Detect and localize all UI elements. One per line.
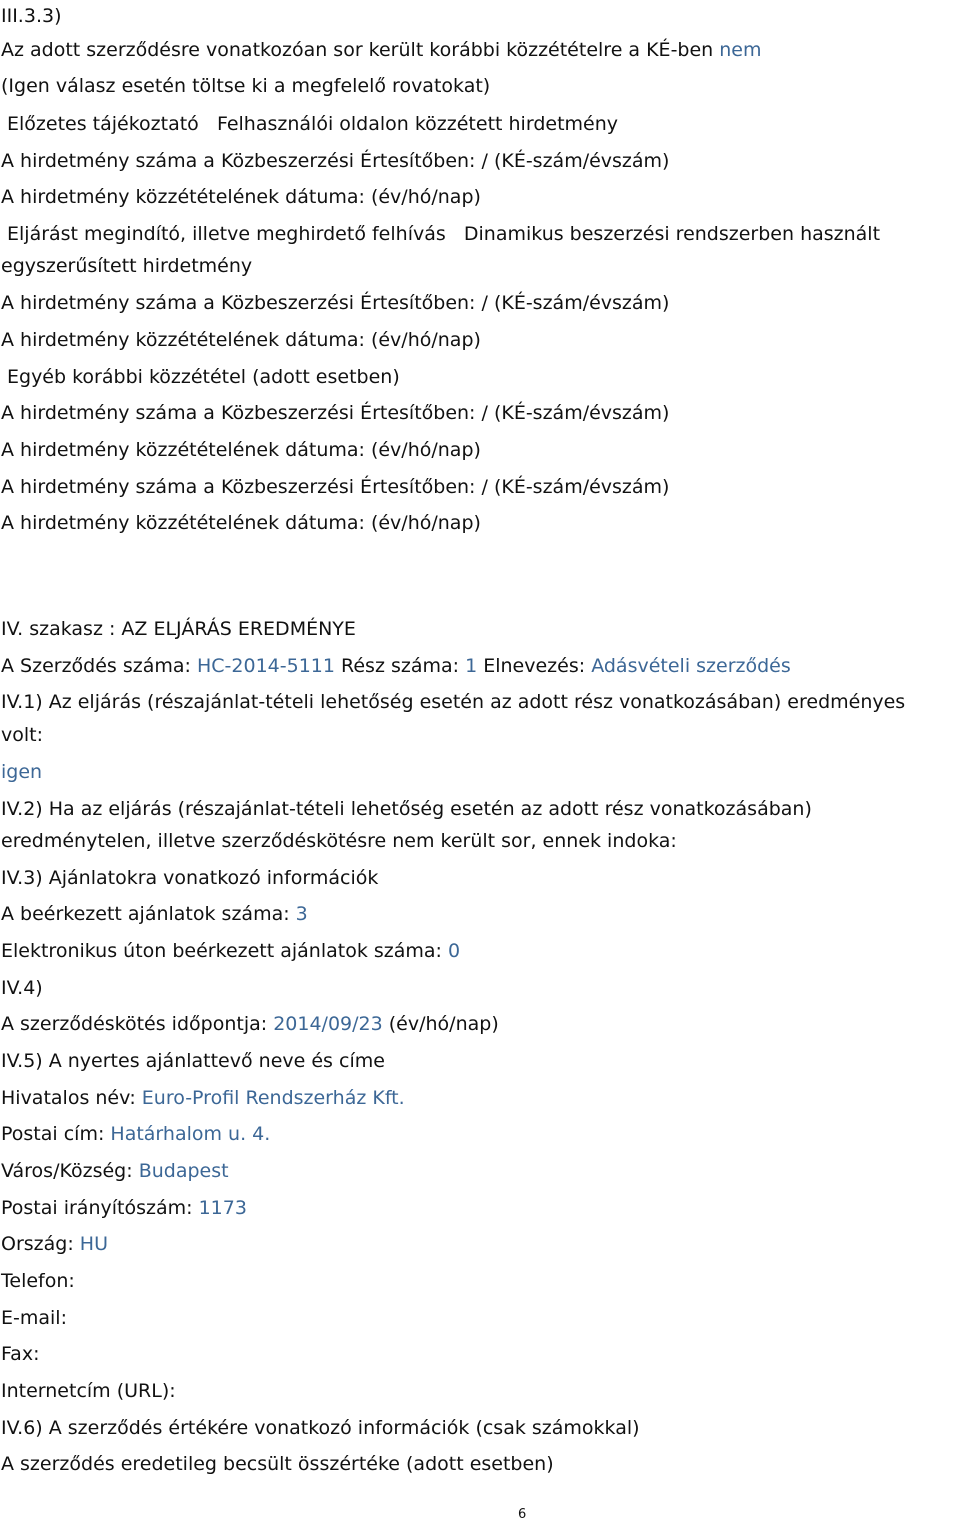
- estimated-value-label: A szerződés eredetileg becsült összértéke (adott esetben): [1, 1453, 554, 1475]
- dps-notice-label: Dinamikus beszerzési rendszerben használt: [463, 223, 881, 245]
- postcode-value: 1173: [198, 1197, 247, 1219]
- contract-title-label: Elnevezés:: [483, 655, 586, 677]
- fax-label: Fax:: [1, 1343, 40, 1365]
- page-number: 6: [518, 1507, 527, 1522]
- notice-type-row-1: [7, 112, 618, 136]
- notice-type-row-2: [7, 222, 880, 246]
- contract-number-value: HC-2014-5111: [196, 655, 335, 677]
- contract-title-value: Adásvételi szerződés: [591, 655, 791, 677]
- dps-notice-label-continued: egyszerűsített hirdetmény: [1, 255, 253, 277]
- notice-date-line: A hirdetmény közzétételének dátuma: (év/hó/nap): [1, 512, 481, 534]
- postal-address-label: Postai cím:: [1, 1123, 105, 1145]
- electronic-offers-row: [1, 939, 460, 963]
- iv2-question: IV.2) Ha az eljárás (részajánlat-tételi lehetőség esetén az adott rész vonatkozásában): [1, 798, 812, 820]
- prior-publication-value: nem: [719, 39, 762, 61]
- contract-info-row: [1, 654, 791, 678]
- electronic-offers-value: 0: [448, 940, 461, 962]
- section-heading-iv: IV. szakasz : AZ ELJÁRÁS EREDMÉNYE: [1, 618, 356, 640]
- official-name-label: Hivatalos név:: [1, 1087, 136, 1109]
- iv3-heading: IV.3) Ajánlatokra vonatkozó információk: [1, 867, 379, 889]
- other-prior-publication-label: Egyéb korábbi közzététel (adott esetben): [7, 366, 400, 388]
- contract-number-label: A Szerződés száma:: [1, 655, 191, 677]
- offers-received-label: A beérkezett ajánlatok száma:: [1, 903, 290, 925]
- notice-date-line: A hirdetmény közzétételének dátuma: (év/hó/nap): [1, 186, 481, 208]
- iv5-heading: IV.5) A nyertes ajánlattevő neve és címe: [1, 1050, 385, 1072]
- notice-number-line: A hirdetmény száma a Közbeszerzési Értesítőben: / (KÉ-szám/évszám): [1, 150, 670, 172]
- call-for-competition-label: Eljárást megindító, illetve meghirdető felhívás: [7, 223, 446, 245]
- notice-date-line: A hirdetmény közzétételének dátuma: (év/hó/nap): [1, 329, 481, 351]
- city-label: Város/Község:: [1, 1160, 133, 1182]
- notice-number-line: A hirdetmény száma a Közbeszerzési Értesítőben: / (KÉ-szám/évszám): [1, 402, 670, 424]
- iv1-question: IV.1) Az eljárás (részajánlat-tételi lehetőség esetén az adott rész vonatkozásában) eredményes: [1, 691, 906, 713]
- iv2-question-continued: eredménytelen, illetve szerződéskötésre nem került sor, ennek indoka:: [1, 830, 677, 852]
- url-label: Internetcím (URL):: [1, 1380, 176, 1402]
- prior-publication-row: [1, 38, 762, 62]
- iv6-heading: IV.6) A szerződés értékére vonatkozó információk (csak számokkal): [1, 1417, 640, 1439]
- notice-number-line: A hirdetmény száma a Közbeszerzési Értesítőben: / (KÉ-szám/évszám): [1, 476, 670, 498]
- country-row: [1, 1232, 108, 1256]
- postal-address-value: Határhalom u. 4.: [110, 1123, 271, 1145]
- contract-date-row: [1, 1012, 499, 1036]
- yes-instruction: (Igen válasz esetén töltse ki a megfelelő rovatokat): [1, 75, 491, 97]
- postcode-label: Postai irányítószám:: [1, 1197, 193, 1219]
- section-heading-iii-3-3: III.3.3): [1, 5, 62, 27]
- electronic-offers-label: Elektronikus úton beérkezett ajánlatok száma:: [1, 940, 442, 962]
- postcode-row: [1, 1196, 247, 1220]
- lot-number-value: 1: [465, 655, 478, 677]
- contract-date-value: 2014/09/23: [273, 1013, 383, 1035]
- buyer-profile-notice-label: Felhasználói oldalon közzétett hirdetmény: [216, 113, 618, 135]
- lot-number-label: Rész száma:: [341, 655, 460, 677]
- contract-date-format: (év/hó/nap): [388, 1013, 499, 1035]
- official-name-value: Euro-Profil Rendszerház Kft.: [141, 1087, 405, 1109]
- notice-date-line: A hirdetmény közzétételének dátuma: (év/hó/nap): [1, 439, 481, 461]
- prior-information-notice-label: Előzetes tájékoztató: [7, 113, 199, 135]
- country-label: Ország:: [1, 1233, 74, 1255]
- notice-number-line: A hirdetmény száma a Közbeszerzési Értesítőben: / (KÉ-szám/évszám): [1, 292, 670, 314]
- postal-address-row: [1, 1122, 270, 1146]
- country-value: HU: [79, 1233, 108, 1255]
- iv4-heading: IV.4): [1, 977, 43, 999]
- city-value: Budapest: [138, 1160, 229, 1182]
- iv1-question-continued: volt:: [1, 724, 43, 746]
- contract-date-label: A szerződéskötés időpontja:: [1, 1013, 268, 1035]
- phone-label: Telefon:: [1, 1270, 75, 1292]
- official-name-row: [1, 1086, 405, 1110]
- iv1-answer-value: igen: [1, 761, 43, 783]
- prior-publication-label: Az adott szerződésre vonatkozóan sor került korábbi közzétételre a KÉ-ben: [1, 39, 714, 61]
- offers-received-row: [1, 902, 308, 926]
- offers-received-value: 3: [295, 903, 308, 925]
- city-row: [1, 1159, 229, 1183]
- email-label: E-mail:: [1, 1307, 67, 1329]
